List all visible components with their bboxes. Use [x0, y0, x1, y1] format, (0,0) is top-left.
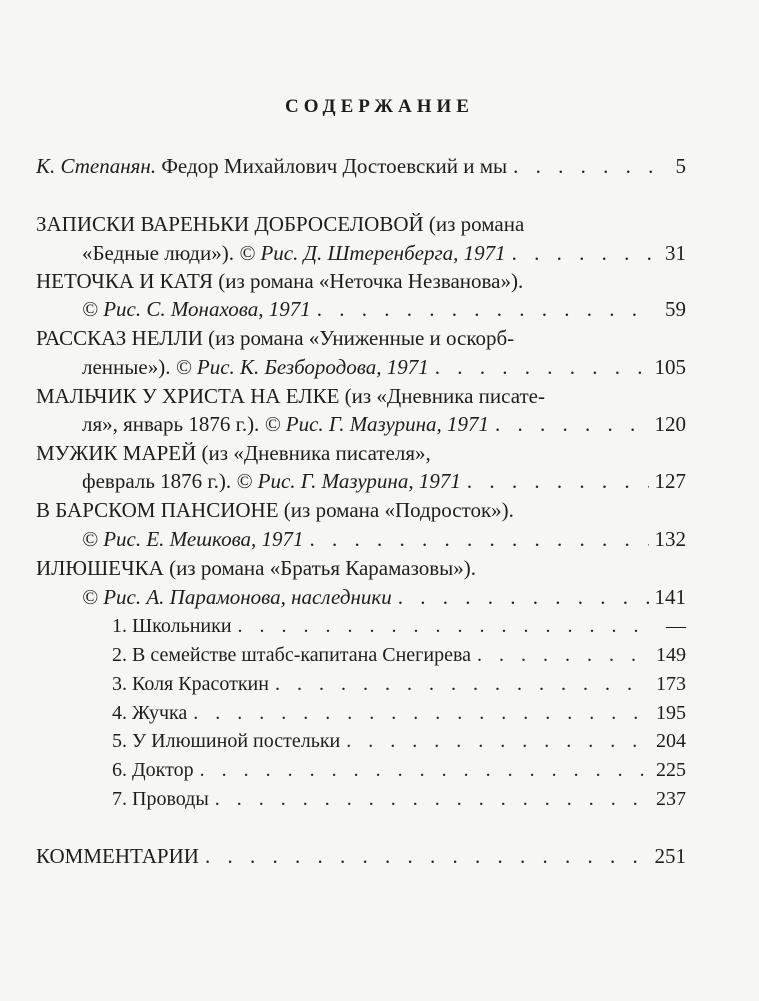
page-number: 132 [654, 527, 686, 551]
leader-dots [467, 467, 649, 495]
illustrator-credit: © Рис. С. Монахова, 1971 [82, 297, 311, 321]
illustrator-credit: © Рис. Д. Штеренберга, 1971 [239, 241, 506, 265]
leader-dots [477, 641, 650, 669]
toc-entry-title[interactable]: НЕТОЧКА И КАТЯ (из романа «Неточка Незванова»). [36, 269, 524, 293]
entry-source: февраль 1876 г.). [82, 469, 237, 493]
page-number: 225 [656, 759, 686, 781]
toc-entry-credit[interactable] [82, 467, 686, 495]
illustrator-credit: © Рис. Е. Мешкова, 1971 [82, 527, 304, 551]
leader-dots [346, 727, 650, 755]
page-number: 141 [654, 585, 686, 609]
illustrator-credit: © Рис. Г. Мазурина, 1971 [264, 412, 489, 436]
toc-entry-title[interactable]: ИЛЮШЕЧКА (из романа «Братья Карамазовы»). [36, 556, 477, 580]
toc-entry-title[interactable]: В БАРСКОМ ПАНСИОНЕ (из романа «Подросток»). [36, 498, 514, 522]
page-number: 5 [675, 154, 686, 178]
leader-dots [310, 525, 649, 553]
toc-chapter[interactable]: 2. В семействе штабс-капитана Снегирева . . . 149 [112, 641, 686, 669]
leader-dots [495, 410, 649, 438]
leader-dots [215, 785, 650, 813]
illustrator-credit: © Рис. Г. Мазурина, 1971 [236, 469, 461, 493]
toc-entry-title[interactable]: РАССКАЗ НЕЛЛИ (из романа «Униженные и оскорб- [36, 326, 515, 350]
page-number: 195 [656, 702, 686, 724]
page-number: 105 [654, 355, 686, 379]
page-number: 120 [654, 412, 686, 436]
toc-entry-credit[interactable] [82, 525, 686, 553]
leader-dots [205, 842, 649, 870]
toc-chapter[interactable]: 6. Доктор . . . 225 [112, 756, 686, 784]
toc-entry-title[interactable]: МАЛЬЧИК У ХРИСТА НА ЕЛКЕ (из «Дневника писате- [36, 384, 545, 408]
page-number: 204 [656, 730, 686, 752]
entry-source: «Бедные люди»). [82, 241, 240, 265]
toc-chapter[interactable]: 1. Школьники . . . — [112, 612, 686, 640]
toc-entry-title[interactable]: МУЖИК МАРЕЙ (из «Дневника писателя», [36, 441, 431, 465]
leader-dots [513, 152, 652, 180]
leader-dots [275, 670, 650, 698]
page-number: 149 [656, 644, 686, 666]
toc-entry-title[interactable]: ЗАПИСКИ ВАРЕНЬКИ ДОБРОСЕЛОВОЙ (из романа [36, 212, 525, 236]
intro-author: К. Степанян. [36, 154, 157, 178]
intro-title: Федор Михайлович Достоевский и мы [156, 154, 508, 178]
page-number: 127 [654, 469, 686, 493]
leader-dots [435, 353, 649, 381]
toc-entry-credit[interactable] [82, 353, 686, 381]
page-number: — [666, 615, 686, 637]
toc-chapter[interactable]: 3. Коля Красоткин . . . 173 [112, 670, 686, 698]
toc-entry-credit[interactable] [82, 583, 686, 611]
toc-chapter[interactable]: 5. У Илюшиной постельки . . . 204 [112, 727, 686, 755]
toc-commentary[interactable]: КОММЕНТАРИИ . . . 251 [36, 842, 686, 870]
illustrator-credit: © Рис. К. Безбородова, 1971 [175, 355, 429, 379]
entry-source: ленные»). [82, 355, 176, 379]
toc-intro[interactable] [36, 152, 686, 180]
toc-entry-credit[interactable] [82, 410, 686, 438]
leader-dots [200, 756, 650, 784]
page-title: СОДЕРЖАНИЕ [285, 96, 474, 117]
toc-chapter[interactable]: 4. Жучка . . . 195 [112, 699, 686, 727]
page-number: 251 [654, 844, 686, 868]
toc-entry-credit[interactable] [82, 239, 686, 267]
toc-chapter[interactable]: 7. Проводы . . . 237 [112, 785, 686, 813]
entry-source: ля», январь 1876 г.). [82, 412, 265, 436]
leader-dots [193, 699, 650, 727]
leader-dots [512, 239, 652, 267]
toc-entry-credit[interactable] [82, 295, 686, 323]
page-number: 59 [665, 297, 686, 321]
leader-dots [317, 295, 652, 323]
leader-dots [238, 612, 652, 640]
illustrator-credit: © Рис. А. Парамонова, наследники [82, 585, 392, 609]
leader-dots [398, 583, 649, 611]
page-number: 237 [656, 788, 686, 810]
page-number: 173 [656, 673, 686, 695]
page-number: 31 [665, 241, 686, 265]
